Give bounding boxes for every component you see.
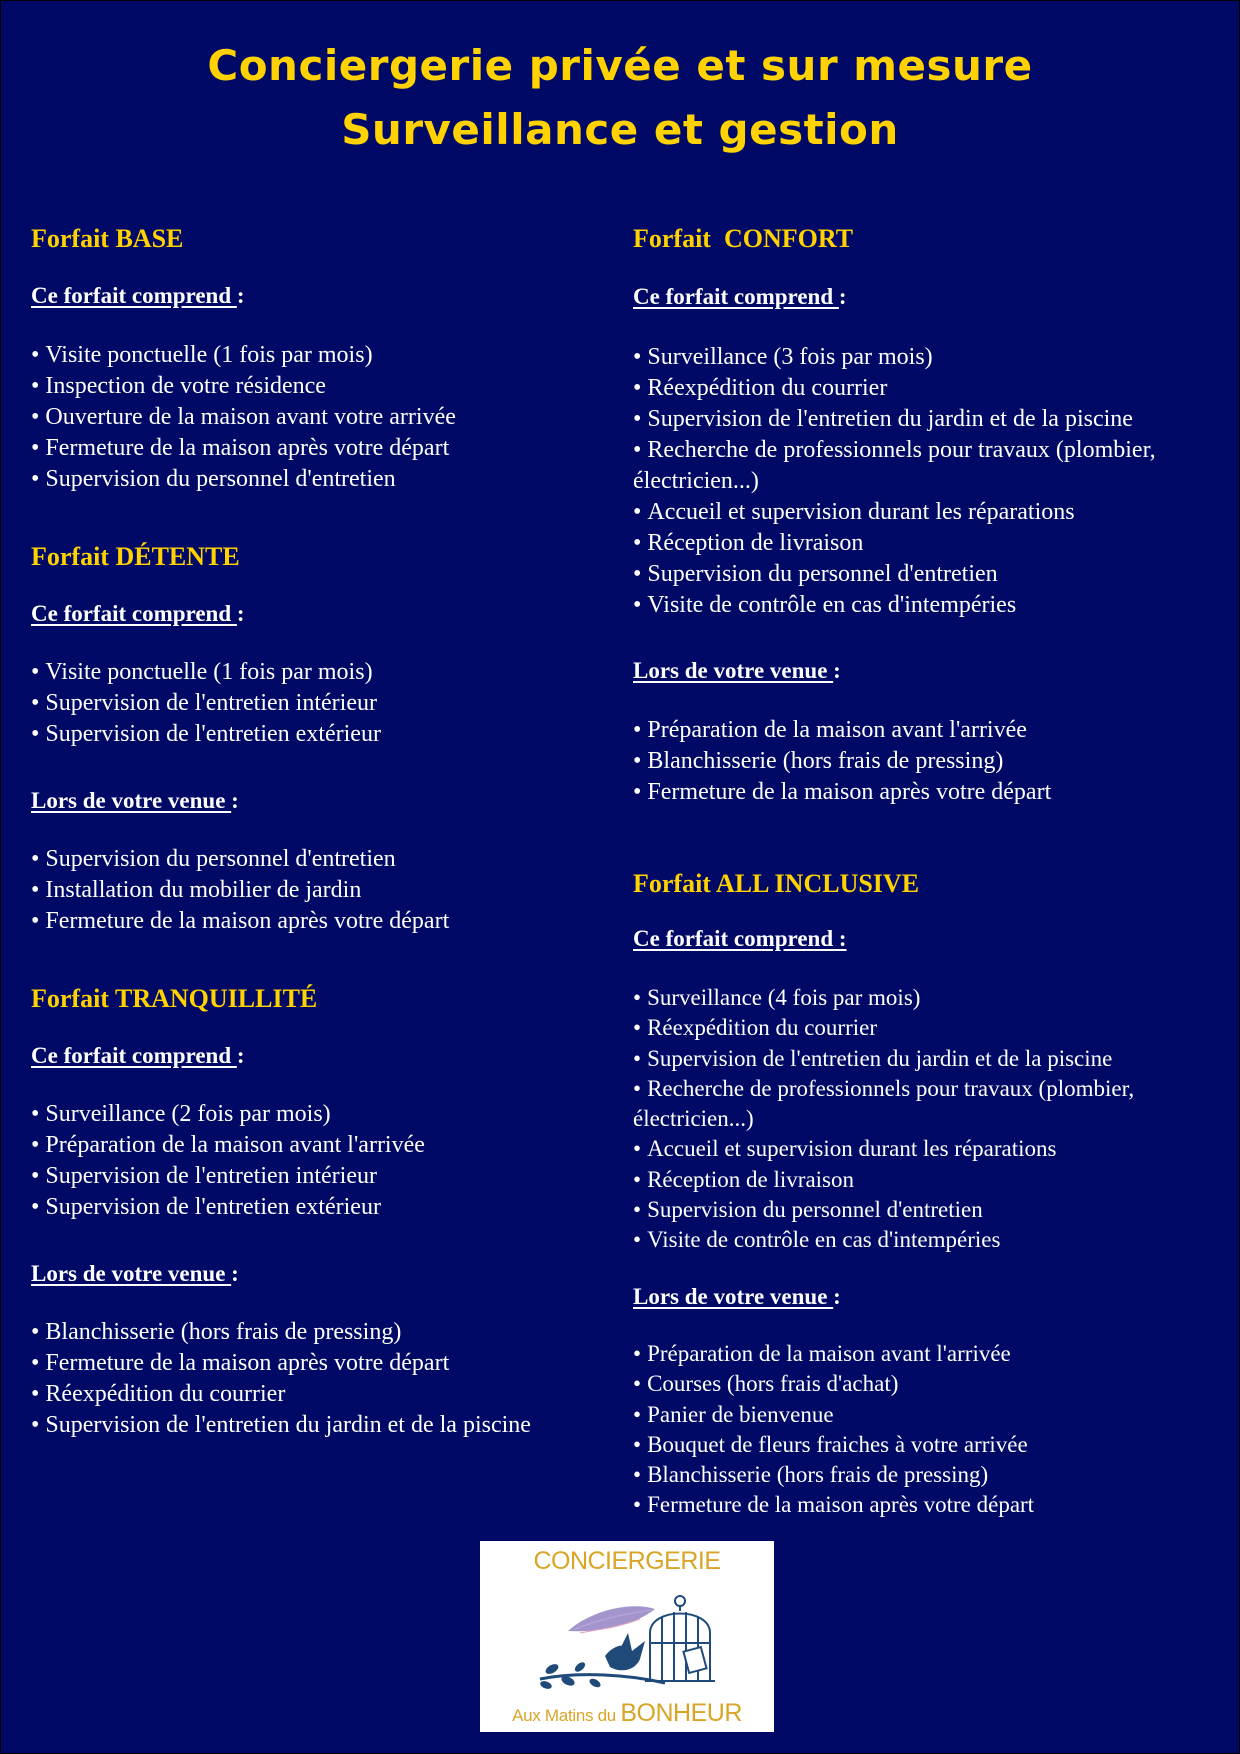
list-item bbox=[633, 435, 1223, 497]
list-item-text: Visite ponctuelle (1 fois par mois) bbox=[45, 342, 373, 368]
logo-bottom-big: BONHEUR bbox=[620, 1699, 742, 1727]
bullet-icon: • bbox=[31, 1163, 40, 1189]
bullet-icon: • bbox=[633, 1166, 642, 1192]
logo-bottom-prefix: Aux Matins du bbox=[512, 1706, 621, 1725]
forfait-detente-venue-list bbox=[31, 844, 449, 937]
colon: : bbox=[236, 601, 245, 626]
list-item-text: Fermeture de la maison après votre départ bbox=[45, 435, 450, 461]
list-item-text: Surveillance (4 fois par mois) bbox=[647, 985, 921, 1010]
list-item bbox=[633, 559, 1223, 590]
list-item bbox=[633, 528, 1223, 559]
bullet-icon: • bbox=[633, 375, 642, 401]
list-item bbox=[31, 1161, 425, 1192]
list-item bbox=[31, 340, 456, 371]
list-item bbox=[633, 497, 1223, 528]
list-item bbox=[633, 1134, 1193, 1164]
list-item-text: Accueil et supervision durant les réparations bbox=[647, 1136, 1057, 1162]
list-item bbox=[31, 688, 381, 719]
list-item bbox=[31, 1410, 531, 1441]
list-item-text: Réexpédition du courrier bbox=[647, 375, 888, 401]
list-item-text: Fermeture de la maison après votre départ bbox=[45, 1350, 450, 1376]
list-item bbox=[633, 1339, 1034, 1369]
list-item-text: Visite de contrôle en cas d'intempéries bbox=[647, 1227, 1001, 1253]
list-item bbox=[31, 657, 381, 688]
list-item-text: Supervision de l'entretien intérieur bbox=[45, 690, 377, 716]
forfait-confort-comprend-heading bbox=[633, 285, 847, 308]
forfait-tranquillite-comprend-list bbox=[31, 1099, 425, 1223]
bullet-icon: • bbox=[31, 1319, 40, 1345]
colon: : bbox=[231, 1261, 239, 1286]
bullet-icon: • bbox=[31, 877, 40, 903]
list-item-text: Réception de livraison bbox=[647, 1166, 855, 1192]
bullet-icon: • bbox=[633, 1075, 642, 1101]
bullet-icon: • bbox=[633, 561, 642, 587]
list-item-text: Panier de bienvenue bbox=[647, 1401, 834, 1427]
bullet-icon: • bbox=[633, 1431, 642, 1457]
bullet-icon: • bbox=[633, 748, 642, 774]
list-item-text: Réexpédition du courrier bbox=[45, 1381, 286, 1407]
bullet-icon: • bbox=[31, 435, 40, 461]
list-item bbox=[31, 402, 456, 433]
list-item bbox=[31, 1099, 425, 1130]
bullet-icon: • bbox=[633, 1401, 642, 1427]
list-item-text: Supervision du personnel d'entretien bbox=[45, 846, 396, 872]
list-item bbox=[31, 875, 449, 906]
forfait-confort-title-wrap bbox=[633, 226, 853, 252]
list-item-text: Préparation de la maison avant l'arrivée bbox=[45, 1132, 425, 1158]
venue-label: Lors de votre venue bbox=[31, 788, 232, 813]
forfait-tranquillite-title: Forfait TRANQUILLITÉ bbox=[31, 984, 318, 1013]
list-item bbox=[31, 1192, 425, 1223]
forfait-confort-venue-list bbox=[633, 715, 1051, 808]
bullet-icon: • bbox=[633, 592, 642, 618]
forfait-detente-venue-heading bbox=[31, 789, 239, 812]
list-item bbox=[31, 906, 449, 937]
comprend-label: Ce forfait comprend bbox=[31, 283, 237, 308]
forfait-base-comprend-list bbox=[31, 340, 456, 495]
forfait-confort-comprend-list bbox=[633, 342, 1223, 621]
list-item bbox=[633, 777, 1051, 808]
forfait-all-inclusive-title: Forfait ALL INCLUSIVE bbox=[633, 869, 920, 898]
list-item-text: Préparation de la maison avant l'arrivée bbox=[647, 717, 1027, 743]
conciergerie-logo bbox=[480, 1541, 774, 1732]
list-item-text: Recherche de professionnels pour travaux (plombier, électricien...) bbox=[633, 1075, 1135, 1132]
list-item-text: Supervision de l'entretien extérieur bbox=[45, 1194, 381, 1220]
list-item-text: Surveillance (3 fois par mois) bbox=[647, 344, 933, 370]
list-item-text: Accueil et supervision durant les réparations bbox=[647, 499, 1075, 525]
bullet-icon: • bbox=[633, 1371, 642, 1397]
forfait-detente-comprend-list bbox=[31, 657, 381, 750]
list-item-text: Réexpédition du courrier bbox=[647, 1015, 877, 1041]
bullet-icon: • bbox=[633, 779, 642, 805]
bullet-icon: • bbox=[633, 406, 642, 432]
bullet-icon: • bbox=[31, 466, 40, 492]
bullet-icon: • bbox=[31, 1132, 40, 1158]
bullet-icon: • bbox=[633, 1462, 642, 1488]
comprend-full-label: Ce forfait comprend : bbox=[633, 926, 847, 951]
list-item-text: Fermeture de la maison après votre départ bbox=[647, 779, 1052, 805]
bullet-icon: • bbox=[633, 1015, 642, 1041]
comprend-label: Ce forfait comprend bbox=[31, 1043, 237, 1068]
bullet-icon: • bbox=[633, 530, 642, 556]
list-item bbox=[633, 1490, 1034, 1520]
forfait-all-inclusive-title-wrap bbox=[633, 871, 919, 897]
bullet-icon: • bbox=[633, 1045, 642, 1071]
list-item bbox=[633, 1369, 1034, 1399]
bullet-icon: • bbox=[633, 1197, 642, 1223]
colon: : bbox=[833, 1284, 841, 1309]
forfait-detente-title: Forfait DÉTENTE bbox=[31, 542, 240, 571]
list-item-text: Bouquet de fleurs fraiches à votre arrivée bbox=[647, 1431, 1028, 1457]
bullet-icon: • bbox=[31, 404, 40, 430]
list-item bbox=[633, 746, 1051, 777]
forfait-tranquillite-comprend-heading bbox=[31, 1044, 245, 1067]
list-item bbox=[31, 464, 456, 495]
bullet-icon: • bbox=[633, 1136, 642, 1162]
list-item bbox=[633, 1013, 1193, 1043]
bullet-icon: • bbox=[633, 1341, 642, 1366]
list-item-text: Fermeture de la maison après votre départ bbox=[45, 908, 450, 934]
list-item-text: Supervision de l'entretien du jardin et de la piscine bbox=[647, 406, 1133, 432]
bullet-icon: • bbox=[31, 908, 40, 934]
bullet-icon: • bbox=[633, 1492, 642, 1518]
forfait-detente-title-wrap bbox=[31, 544, 240, 570]
colon: : bbox=[231, 788, 239, 813]
list-item bbox=[31, 1348, 531, 1379]
list-item bbox=[633, 1400, 1034, 1430]
forfait-detente-comprend-heading bbox=[31, 602, 245, 625]
list-item bbox=[31, 1317, 531, 1348]
list-item-text: Supervision de l'entretien du jardin et de la piscine bbox=[647, 1045, 1113, 1071]
page-title-line2: Surveillance et gestion bbox=[341, 105, 899, 154]
list-item bbox=[31, 1130, 425, 1161]
list-item-text: Supervision du personnel d'entretien bbox=[647, 1197, 983, 1223]
bullet-icon: • bbox=[31, 690, 40, 716]
bullet-icon: • bbox=[633, 344, 642, 370]
venue-label: Lors de votre venue bbox=[31, 1261, 232, 1286]
list-item bbox=[633, 1195, 1193, 1225]
list-item-text: Supervision de l'entretien extérieur bbox=[45, 721, 381, 747]
list-item-text: Courses (hors frais d'achat) bbox=[647, 1371, 899, 1397]
list-item bbox=[633, 404, 1223, 435]
bullet-icon: • bbox=[31, 659, 40, 685]
bullet-icon: • bbox=[31, 1350, 40, 1376]
logo-bottom-text bbox=[480, 1699, 774, 1728]
forfait-tranquillite-venue-list bbox=[31, 1317, 531, 1441]
bullet-icon: • bbox=[633, 717, 642, 743]
list-item bbox=[633, 1165, 1193, 1195]
bullet-icon: • bbox=[31, 846, 40, 872]
forfait-all-inclusive-venue-heading bbox=[633, 1285, 841, 1308]
list-item-text: Installation du mobilier de jardin bbox=[45, 877, 362, 903]
forfait-tranquillite-venue-heading bbox=[31, 1262, 239, 1285]
list-item-text: Blanchisserie (hors frais de pressing) bbox=[647, 748, 1004, 774]
forfait-confort-venue-heading bbox=[633, 659, 841, 682]
forfait-all-inclusive-venue-list bbox=[633, 1339, 1034, 1521]
forfait-all-inclusive-comprend-list bbox=[633, 983, 1193, 1256]
list-item bbox=[633, 983, 1193, 1013]
list-item bbox=[633, 590, 1223, 621]
list-item bbox=[633, 373, 1223, 404]
list-item bbox=[633, 1225, 1193, 1255]
bullet-icon: • bbox=[31, 342, 40, 368]
list-item bbox=[31, 719, 381, 750]
bullet-icon: • bbox=[633, 1227, 642, 1253]
list-item-text: Ouverture de la maison avant votre arrivée bbox=[45, 404, 456, 430]
list-item bbox=[31, 433, 456, 464]
list-item-text: Visite ponctuelle (1 fois par mois) bbox=[45, 659, 373, 685]
list-item-text: Supervision du personnel d'entretien bbox=[647, 561, 998, 587]
list-item-text: Réception de livraison bbox=[647, 530, 864, 556]
page-title-line1: Conciergerie privée et sur mesure bbox=[207, 41, 1033, 90]
list-item-text: Blanchisserie (hors frais de pressing) bbox=[45, 1319, 402, 1345]
bullet-icon: • bbox=[31, 373, 40, 399]
list-item bbox=[31, 1379, 531, 1410]
list-item bbox=[31, 844, 449, 875]
forfait-confort-title: Forfait CONFORT bbox=[633, 224, 854, 253]
list-item-text: Supervision de l'entretien du jardin et de la piscine bbox=[45, 1412, 531, 1438]
list-item bbox=[633, 1044, 1193, 1074]
bullet-icon: • bbox=[31, 1194, 40, 1220]
logo-top-text: CONCIERGERIE bbox=[533, 1547, 721, 1575]
list-item-text: Visite de contrôle en cas d'intempéries bbox=[647, 592, 1017, 618]
colon: : bbox=[838, 284, 847, 309]
forfait-base-title-wrap bbox=[31, 226, 183, 252]
list-item bbox=[633, 1460, 1034, 1490]
list-item bbox=[633, 1074, 1193, 1135]
forfait-tranquillite-title-wrap bbox=[31, 986, 317, 1012]
colon: : bbox=[236, 1043, 245, 1068]
venue-label: Lors de votre venue bbox=[633, 658, 834, 683]
bullet-icon: • bbox=[31, 721, 40, 747]
list-item bbox=[633, 1430, 1034, 1460]
forfait-base-title: Forfait BASE bbox=[31, 224, 184, 253]
list-item-text: Supervision de l'entretien intérieur bbox=[45, 1163, 377, 1189]
bullet-icon: • bbox=[31, 1381, 40, 1407]
list-item-text: Supervision du personnel d'entretien bbox=[45, 466, 396, 492]
list-item-text: Blanchisserie (hors frais de pressing) bbox=[647, 1462, 989, 1488]
list-item bbox=[633, 342, 1223, 373]
list-item bbox=[31, 371, 456, 402]
feather-bird-birdcage-icon bbox=[480, 1571, 774, 1701]
bullet-icon: • bbox=[633, 437, 642, 463]
bullet-icon: • bbox=[633, 985, 642, 1010]
list-item-text: Inspection de votre résidence bbox=[45, 373, 326, 399]
comprend-label: Ce forfait comprend bbox=[31, 601, 237, 626]
forfait-base-comprend-heading bbox=[31, 284, 245, 307]
colon: : bbox=[236, 283, 245, 308]
list-item-text: Surveillance (2 fois par mois) bbox=[45, 1101, 331, 1127]
bullet-icon: • bbox=[31, 1412, 40, 1438]
bullet-icon: • bbox=[31, 1101, 40, 1127]
forfait-all-inclusive-comprend-heading bbox=[633, 927, 847, 950]
list-item-text: Fermeture de la maison après votre départ bbox=[647, 1492, 1035, 1518]
comprend-label: Ce forfait comprend bbox=[633, 284, 839, 309]
list-item-text: Préparation de la maison avant l'arrivée bbox=[647, 1341, 1011, 1366]
venue-label: Lors de votre venue bbox=[633, 1284, 834, 1309]
list-item-text: Recherche de professionnels pour travaux (plombier, électricien...) bbox=[633, 437, 1156, 494]
bullet-icon: • bbox=[633, 499, 642, 525]
colon: : bbox=[833, 658, 841, 683]
list-item bbox=[633, 715, 1051, 746]
